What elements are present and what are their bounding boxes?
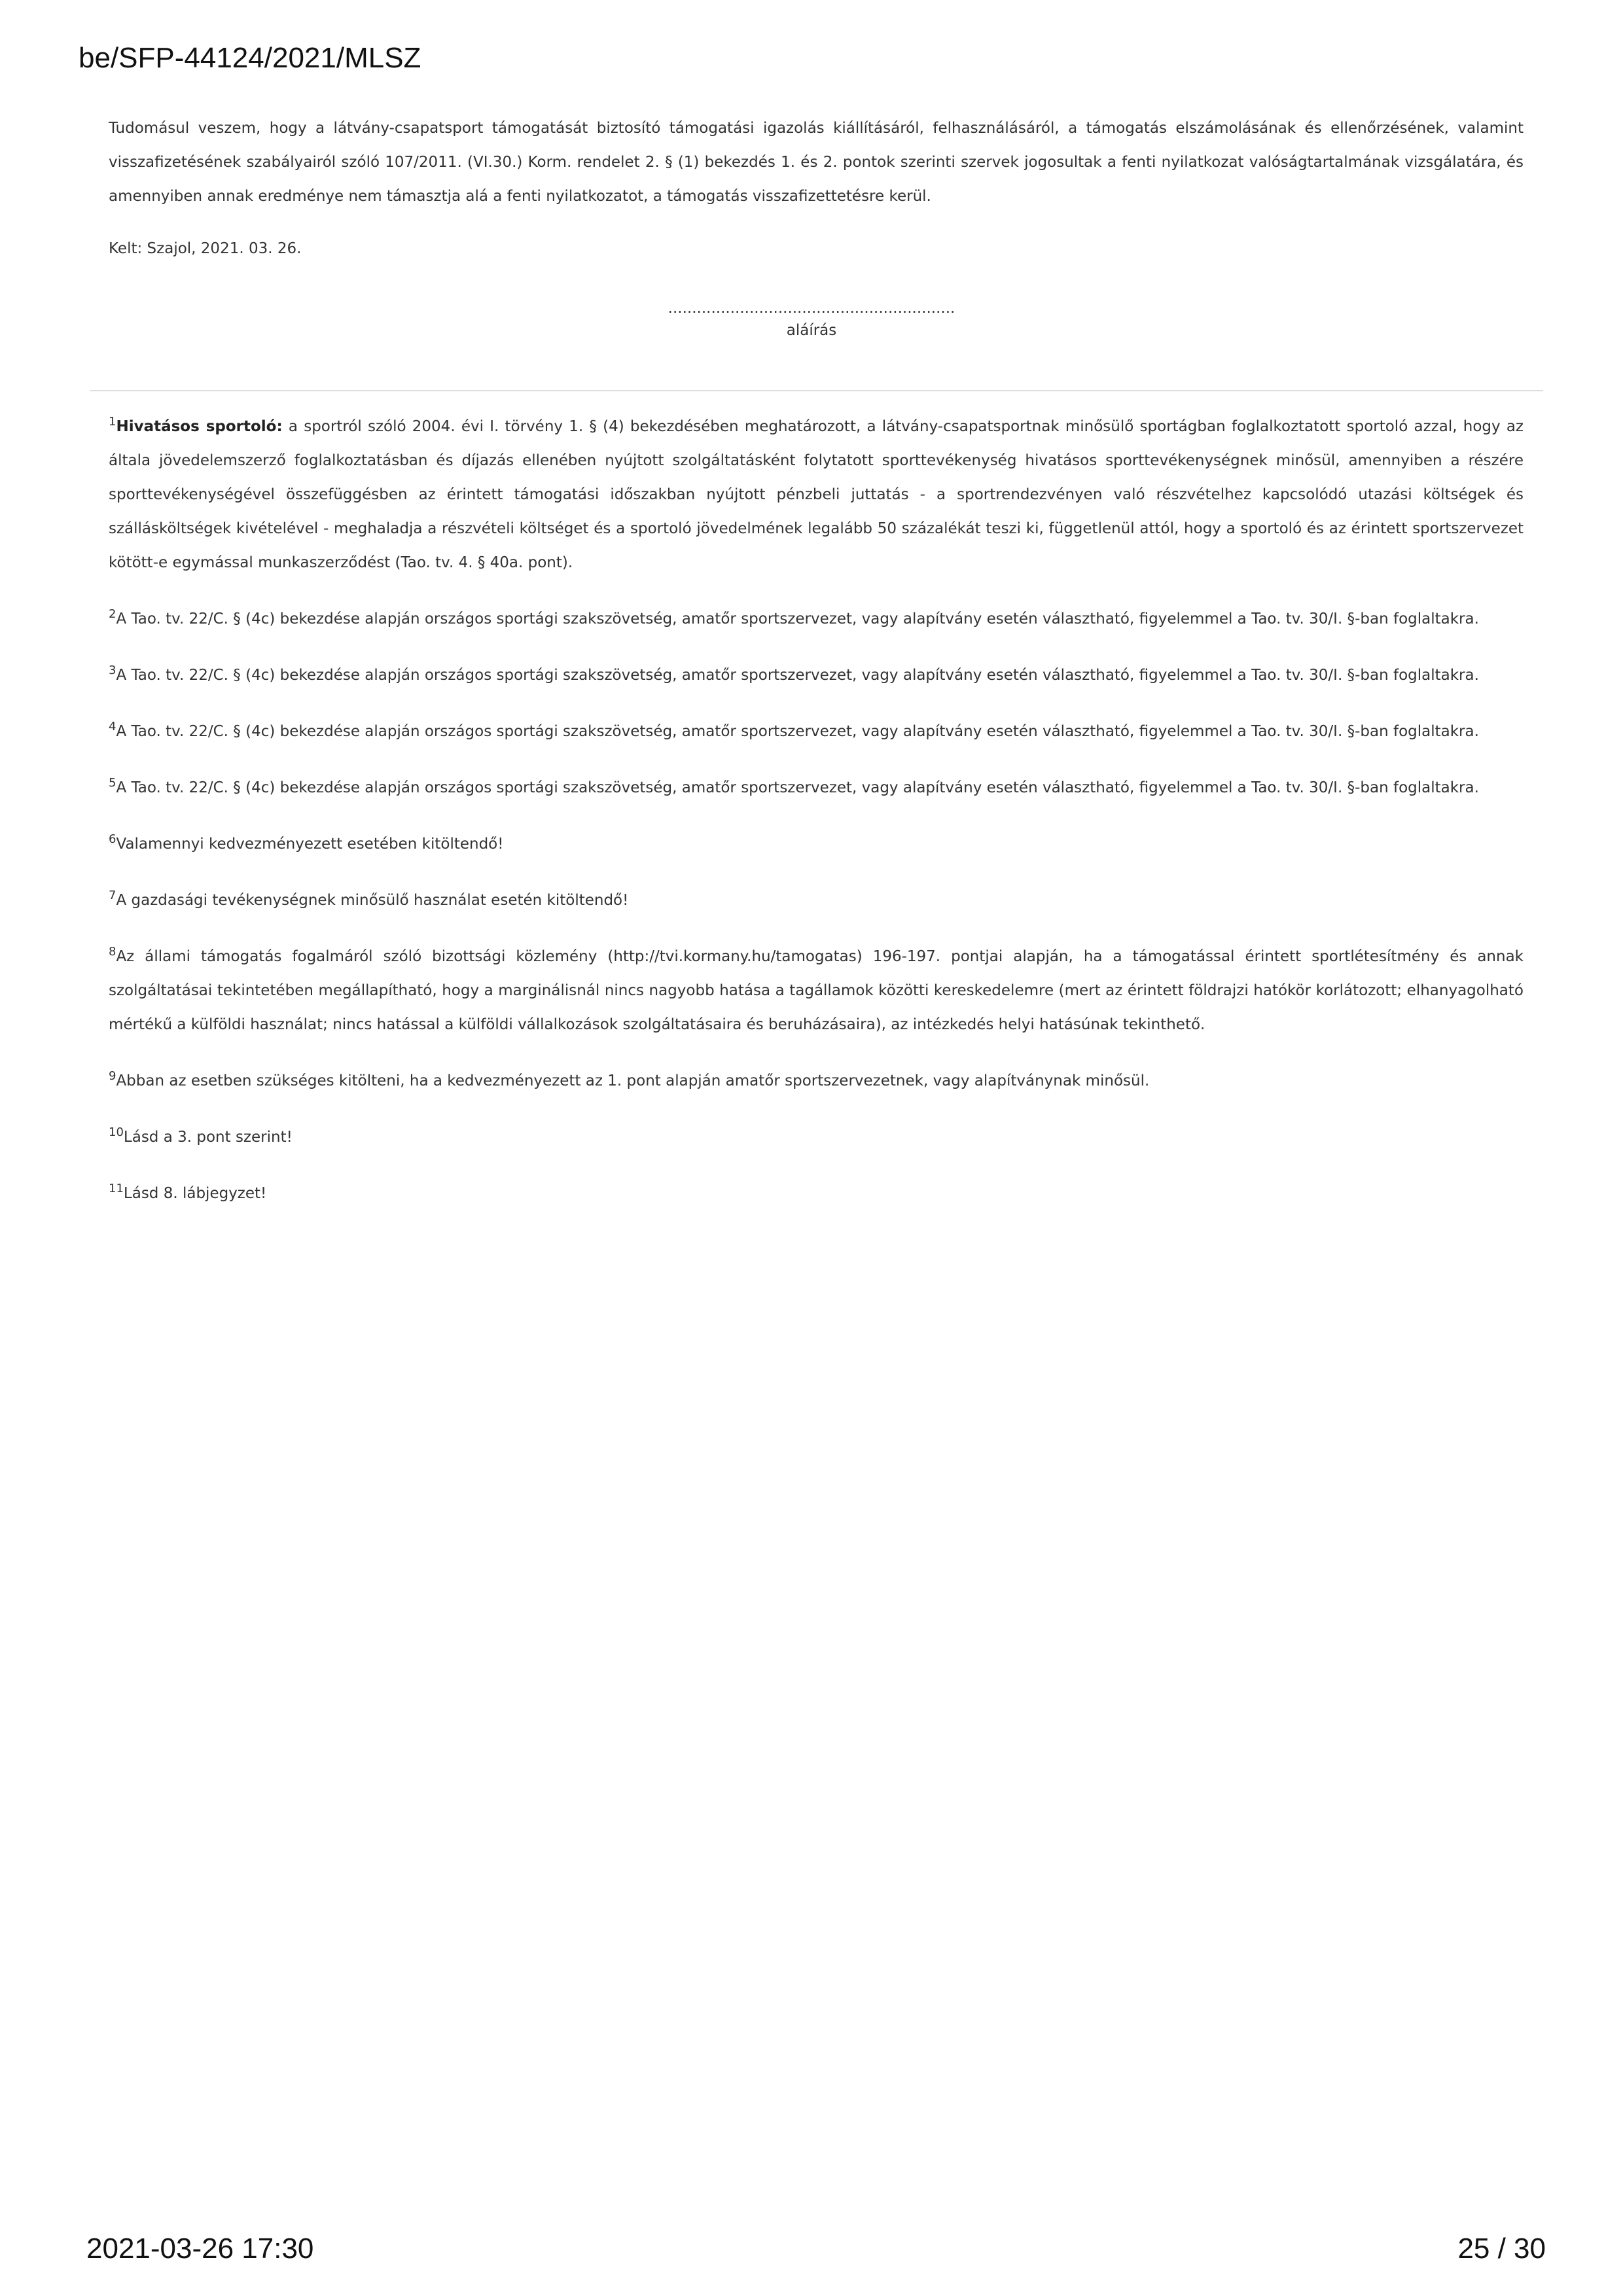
footnote-9 — [109, 1064, 1524, 1098]
footnote-number: 2 — [109, 607, 116, 621]
footnote-text: Abban az esetben szükséges kitölteni, ha a kedvezményezett az 1. pont alapján amatőr sportszervezetnek, vagy alapítványnak minősül. — [116, 1072, 1150, 1089]
footnote-4 — [109, 715, 1524, 749]
footnote-text: Lásd a 3. pont szerint! — [123, 1129, 293, 1146]
footnote-text: A Tao. tv. 22/C. § (4c) bekezdése alapján országos sportági szakszövetség, amatőr sportszervezet, vagy alapítvány esetén választható, figyelemmel a Tao. tv. 30/I. §-ban foglaltakra. — [116, 779, 1479, 796]
signature-label: aláírás — [786, 322, 837, 339]
footnote-11 — [109, 1176, 1524, 1210]
footnote-6 — [109, 827, 1524, 861]
footnote-number: 10 — [109, 1125, 124, 1139]
footnote-number: 5 — [109, 776, 116, 790]
footnote-number: 8 — [109, 945, 116, 959]
footnote-separator — [90, 390, 1543, 391]
footnote-number: 11 — [109, 1182, 124, 1195]
declaration-paragraph: Tudomásul veszem, hogy a látvány-csapatsport támogatását biztosító támogatási igazolás kiállításáról, felhasználásáról, a támogatás elszámolásának és ellenőrzésének, valamint visszafizetésének szabályairól szóló 107/2011. (VI.30.) Korm. rendelet 2. § (1) bekezdés 1. és 2. pontok szerinti szervek jogosultak a fenti nyilatkozat valóságtartalmának vizsgálatára, és amennyiben annak eredménye nem támasztja alá a fenti nyilatkozatot, a támogatás visszafizettetésre kerül. — [109, 120, 1524, 205]
footnote-number: 6 — [109, 832, 116, 846]
footnote-text: Lásd 8. lábjegyzet! — [123, 1185, 267, 1202]
footnote-1 — [109, 410, 1524, 580]
footnote-3 — [109, 658, 1524, 692]
footnote-text: A Tao. tv. 22/C. § (4c) bekezdése alapján országos sportági szakszövetség, amatőr sportszervezet, vagy alapítvány esetén választható, figyelemmel a Tao. tv. 30/I. §-ban foglaltakra. — [116, 723, 1479, 740]
footnote-8 — [109, 940, 1524, 1042]
footnote-text: A Tao. tv. 22/C. § (4c) bekezdése alapján országos sportági szakszövetség, amatőr sportszervezet, vagy alapítvány esetén választható, figyelemmel a Tao. tv. 30/I. §-ban foglaltakra. — [116, 610, 1479, 627]
page-number: 25 / 30 — [1457, 2233, 1546, 2265]
signature-line: ............................................................ — [668, 300, 955, 317]
footnote-5 — [109, 771, 1524, 805]
footnote-number: 9 — [109, 1069, 116, 1083]
footnotes-list — [109, 410, 1524, 1233]
footnote-7 — [109, 883, 1524, 917]
footnote-text: Az állami támogatás fogalmáról szóló bizottsági közlemény (http://tvi.kormany.hu/tamogatas) 196-197. pontjai alapján, ha a támogatással érintett sportlétesítmény és annak szolgáltatásai tekintetében megállapítható, hogy a marginálisnál nincs nagyobb hatása a tagállamok közötti kereskedelemre (mert az érintett földrajzi hatókör korlátozott; elhanyagolható mértékű a külföldi használat; nincs hatással a külföldi vállalkozások szolgáltatásaira és beruházásaira), az intézkedés helyi hatásúnak tekinthető. — [109, 948, 1524, 1033]
footnote-number: 1 — [109, 415, 116, 429]
place-and-date: Kelt: Szajol, 2021. 03. 26. — [109, 240, 302, 257]
footnote-text: Valamennyi kedvezményezett esetében kitöltendő! — [116, 836, 504, 853]
footnote-number: 7 — [109, 889, 116, 902]
document-id-header: be/SFP-44124/2021/MLSZ — [79, 42, 421, 74]
print-timestamp: 2021-03-26 17:30 — [86, 2233, 314, 2265]
footnote-text: A Tao. tv. 22/C. § (4c) bekezdése alapján országos sportági szakszövetség, amatőr sportszervezet, vagy alapítvány esetén választható, figyelemmel a Tao. tv. 30/I. §-ban foglaltakra. — [116, 667, 1479, 684]
footnote-number: 4 — [109, 720, 116, 733]
footnote-number: 3 — [109, 663, 116, 677]
footnote-term: Hivatásos sportoló: — [116, 418, 283, 435]
footnote-text: A gazdasági tevékenységnek minősülő használat esetén kitöltendő! — [116, 892, 629, 909]
footnote-10 — [109, 1120, 1524, 1154]
footnote-text: a sportról szóló 2004. évi I. törvény 1. § (4) bekezdésében meghatározott, a látvány-csapatsportnak minősülő sportágban foglalkoztatott sportoló azzal, hogy az általa jövedelemszerző foglalkoztatásban és díjazás ellenében nyújtott szolgáltatásként folytatott sporttevékenység hivatásos sporttevékenységnek minősül, amennyiben a részére sporttevékenységével összefüggésben az érintett támogatási időszakban nyújtott pénzbeli juttatás - a sportrendezvényen való részvételhez kapcsolódó utazási költségek és szállásköltségek kivételével - meghaladja a részvételi költséget és a sportoló jövedelmének legalább 50 százalékát teszi ki, függetlenül attól, hogy a sportoló és az érintett sportszervezet kötött-e egymással munkaszerződést (Tao. tv. 4. § 40a. pont). — [109, 418, 1524, 571]
footnote-2 — [109, 602, 1524, 636]
